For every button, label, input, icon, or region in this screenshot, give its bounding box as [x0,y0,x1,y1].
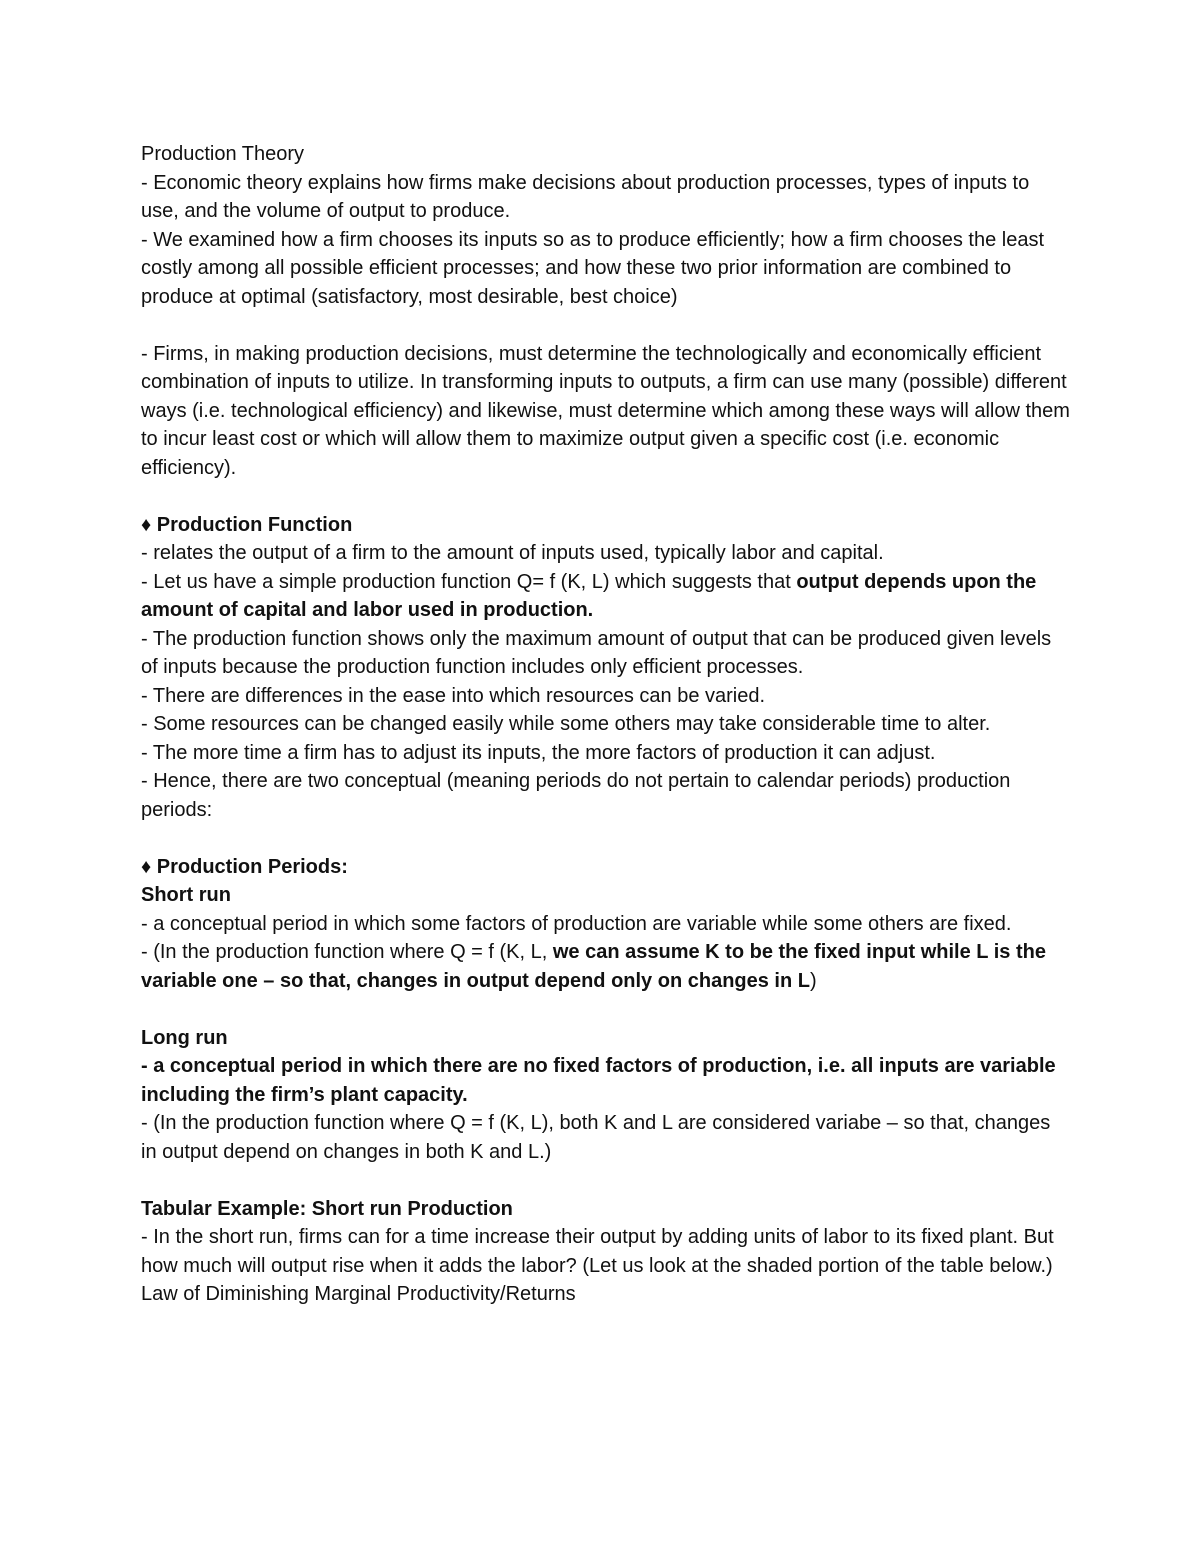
long-run-heading [141,1024,1071,1053]
spacer [141,311,1071,340]
production-function-line-1: - relates the output of a firm to the amount of inputs used, typically labor and capital. [141,542,884,564]
long-run-heading-text: Long run [141,1026,228,1049]
tabular-example-heading-text: Tabular Example: Short run Production [141,1197,513,1220]
spacer [141,824,1071,853]
long-run-line-2: - (In the production function where Q = f (K, L), both K and L are considered variabe – so that, changes in output depend on changes in both K and L.) [141,1112,1051,1163]
production-function-heading-text: ♦ Production Function [141,513,353,536]
short-run-line-2-plain: - (In the production function where Q = f (K, L, [141,941,553,963]
production-periods-heading [141,853,1071,882]
production-periods-heading-text: ♦ Production Periods: [141,855,348,878]
spacer [141,1166,1071,1195]
intro-paragraph-1: - Economic theory explains how firms make decisions about production processes, types of inputs to use, and the volume of output to produce. [141,171,1030,222]
tabular-example-line-1: - In the short run, firms can for a time increase their output by adding units of labor to its fixed plant. But how much will output rise when it adds the labor? (Let us look at the shaded portion of the table below.) Law of Diminishing Marginal Productivity/Returns [141,1226,1054,1305]
production-function-line-6: - The more time a firm has to adjust its inputs, the more factors of production it can adjust. [141,741,936,764]
production-function-line-3: - The production function shows only the maximum amount of output that can be produced given levels of inputs because the production function includes only efficient processes. [141,627,1052,678]
production-function-line-2-bold: output depends upon the amount of capital and labor used in production. [141,570,1037,621]
intro-paragraph-2: - We examined how a firm chooses its inputs so as to produce efficiently; how a firm chooses the least costly among all possible efficient processes; and how these two prior information are combined to produce at optimal (satisfactory, most desirable, best choice) [141,228,1045,308]
spacer [141,482,1071,511]
short-run-line-2-end: ) [809,969,817,992]
production-function-heading [141,511,1071,540]
production-function-line-7: - Hence, there are two conceptual (meaning periods do not pertain to calendar periods) production periods: [141,770,1011,821]
long-run-line-1-bold: - a conceptual period in which there are no fixed factors of production, i.e. all inputs are variable including the firm’s plant capacity. [141,1055,1056,1106]
short-run-line-1: - a conceptual period in which some factors of production are variable while some others are fixed. [141,912,1012,935]
long-run-line-1 [141,1052,1071,1109]
document-body [141,140,1071,1309]
production-function-line-5: - Some resources can be changed easily while some others may take considerable time to alter. [141,713,991,735]
short-run-line-2-bold: we can assume K to be the fixed input while L is the variable one – so that, changes in output depend only on changes in L [141,941,1046,992]
production-function-line-2-plain: - Let us have a simple production function Q= f (K, L) which suggests that [141,570,797,593]
production-function-line-2 [141,568,1071,625]
short-run-heading [141,881,1071,910]
tabular-example-heading [141,1195,1071,1224]
document-title: Production Theory [141,143,305,165]
short-run-line-2 [141,938,1071,995]
spacer [141,995,1071,1024]
production-function-line-4: - There are differences in the ease into which resources can be varied. [141,684,766,707]
firms-paragraph: - Firms, in making production decisions, must determine the technologically and economically efficient combination of inputs to utilize. In transforming inputs to outputs, a firm can use many (possible) different ways (i.e. technological efficiency) and likewise, must determine which among these ways will allow them to incur least cost or which will allow them to maximize output given a specific cost (i.e. economic efficiency). [141,342,1070,479]
short-run-heading-text: Short run [141,884,231,906]
